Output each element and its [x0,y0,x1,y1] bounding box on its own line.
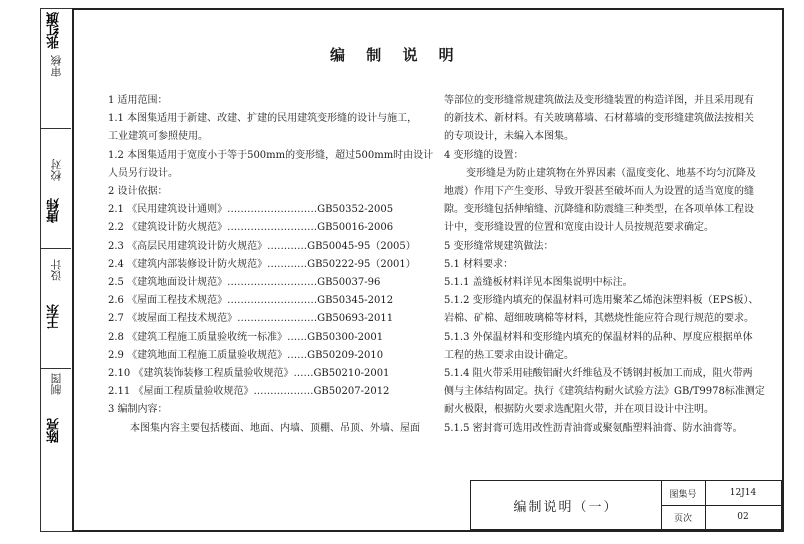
text-line: 5.1.5 密封膏可选用改性沥青油膏或聚氨酯塑料油膏、防水油膏等。 [444,422,743,434]
signature-check: 唐炜 [47,199,62,223]
text-line: 5.1 材料要求： [444,258,514,270]
text-line: 5.1.4 阻火带采用硅酸铝耐火纤维毡及不锈钢封板加工而成，阻火带两 [444,368,753,380]
signature-design: 王东 [47,305,62,329]
strip-cell-check [41,129,71,249]
text-line: 5 变形缝常规建筑做法： [444,240,554,252]
text-line: 1.2 本图集适用于宽度小于等于500mm的变形缝，超过500mm时由设计 [108,149,434,161]
text-line: 变形缝是为防止建筑物在外界因素（温度变化、地基不均匀沉降及 [466,167,756,179]
text-line: 的新技术、新材料。有关玻璃幕墙、石材幕墙的变形缝建筑做法按相关 [444,113,754,125]
atlas-label: 图集号 [661,481,706,506]
text-line: 侧与主体结构固定。执行《建筑结构耐火试验方法》GB/T9978标准测定 [444,386,765,398]
text-line: 2.7 《坡屋面工程技术规范》……………………GB50693-2011 [108,313,394,325]
text-line: 工程的热工要求由设计确定。 [444,349,574,361]
signature-draw: 陈亮 [47,419,62,443]
strip-label-check: 校对 [50,159,63,181]
signature-review: 张红旗 [47,13,62,49]
strip-label-draw: 制图 [50,373,63,395]
text-line: 的专项设计，未编入本图集。 [444,131,574,143]
page-title: 编 制 说 明 [330,46,462,64]
sheet-name: 编制说明（一） [471,481,662,529]
text-line: 3 编制内容： [108,404,168,416]
atlas-value: 12J14 [705,481,781,506]
text-line: 2.4 《建筑内部装修设计防火规范》…………GB50222-95（2001） [108,258,416,270]
right-column [444,92,765,438]
strip-cell-review [41,9,71,129]
text-line: 1 适用范围： [108,95,168,106]
approval-strip [40,8,72,532]
strip-label-design: 设计 [50,259,63,281]
page-label: 页次 [661,505,706,529]
text-line: 2.3 《高层民用建筑设计防火规范》…………GB50045-95（2005） [108,240,416,252]
strip-label-review: 审核 [50,55,63,77]
text-line: 等部位的变形缝常规建筑做法及变形缝装置的构造详图，并且采用现有 [444,95,754,106]
text-line: 5.1.1 盖缝板材料详见本图集说明中标注。 [444,277,633,289]
text-line: 本图集内容主要包括楼面、地面、内墙、顶棚、吊顶、外墙、屋面 [130,422,420,434]
text-line: 2.2 《建筑设计防火规范》………………………GB50016-2006 [108,222,394,234]
strip-cell-design [41,249,71,369]
text-line: 1.1 本图集适用于新建、改建、扩建的民用建筑变形缝的设计与施工， [108,113,418,125]
text-line: 2.5 《建筑地面设计规范》………………………GB50037-96 [108,277,381,289]
text-line: 耐火极限，根据防火要求选配阻火带，并在项目设计中注明。 [444,404,714,416]
text-line: 5.1.3 外保温材料和变形缝内填充的保温材料的品种、厚度应根据单体 [444,331,753,343]
text-line: 人员另行设计。 [108,167,178,179]
text-line: 隙。变形缝包括伸缩缝、沉降缝和防震缝三种类型，在各项单体工程设 [444,204,754,216]
text-line: 2.10 《建筑装饰装修工程质量验收规范》……GB50210-2001 [108,368,390,380]
text-line: 4 变形缝的设置： [444,149,524,161]
strip-cell-draw [41,369,71,531]
left-column [108,92,433,438]
text-line: 工业建筑可参照使用。 [108,131,208,143]
text-line: 2.8 《建筑工程施工质量验收统一标准》……GB50300-2001 [108,331,384,343]
text-line: 2.1 《民用建筑设计通则》………………………GB50352-2005 [108,204,394,216]
title-block [470,480,782,530]
text-line: 2 设计依据： [108,186,168,198]
text-line: 计中，变形缝设置的位置和宽度由设计人员按规范要求确定。 [444,222,714,234]
text-line: 2.6 《屋面工程技术规范》………………………GB50345-2012 [108,295,394,307]
text-line: 2.9 《建筑地面工程施工质量验收规范》……GB50209-2010 [108,349,384,361]
text-line: 2.11 《屋面工程质量验收规范》………………GB50207-2012 [108,386,390,398]
text-line: 5.1.2 变形缝内填充的保温材料可选用聚苯乙烯泡沫塑料板（EPS板）、 [444,295,759,307]
text-line: 地震）作用下产生变形、导致开裂甚至破坏而人为设置的适当宽度的缝 [444,186,754,198]
text-line: 岩棉、矿棉、超细玻璃棉等材料，其燃烧性能应符合现行规范的要求。 [444,313,754,325]
page-value: 02 [737,512,749,522]
